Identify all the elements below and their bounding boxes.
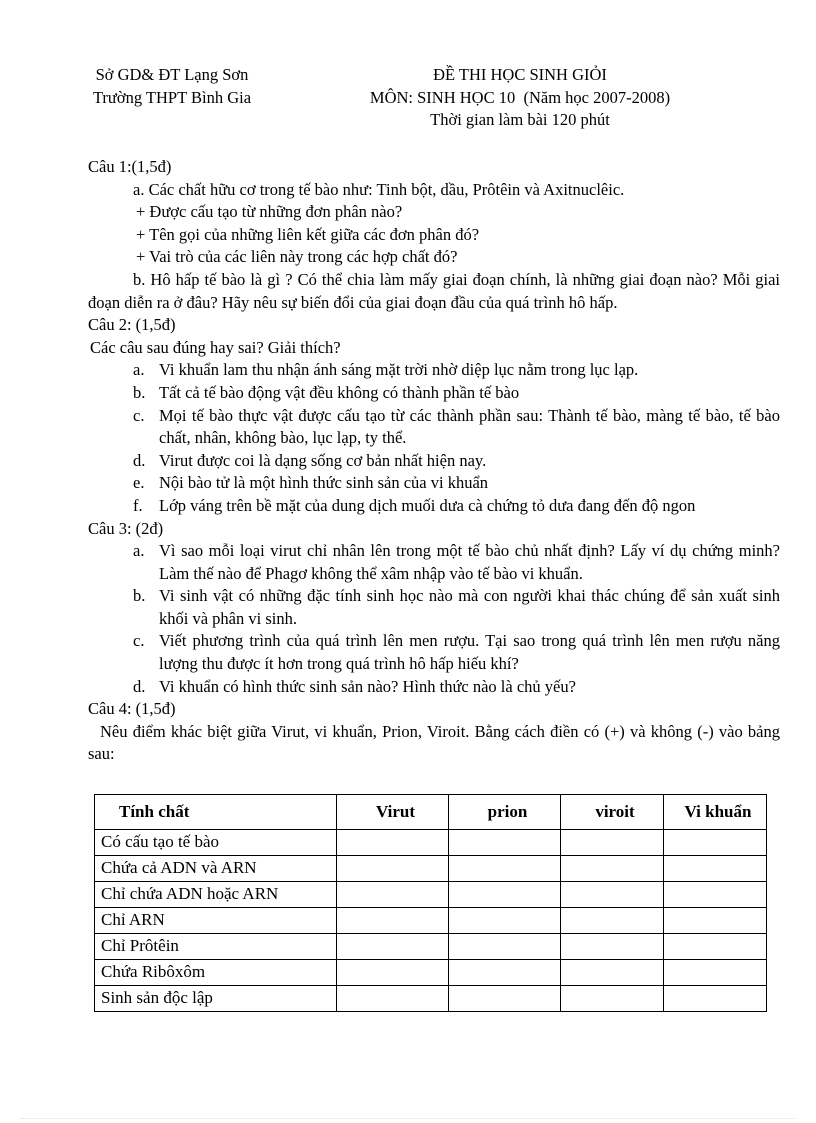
table-row — [95, 934, 767, 960]
table-header-property: Tính chất — [95, 795, 337, 830]
list-item: a. Vi khuẩn lam thu nhận ánh sáng mặt trời nhờ diệp lục nằm trong lục lạp. — [133, 360, 639, 380]
answer-cell[interactable] — [664, 856, 767, 882]
list-item: b. Vi sinh vật có những đặc tính sinh học nào mà con người khai thác chúng để sản xuất sinh khối và phân vi sinh. — [133, 586, 780, 628]
answer-cell[interactable] — [664, 908, 767, 934]
answer-cell[interactable] — [337, 830, 449, 856]
school-name: Trường THPT Bình Gia — [92, 87, 252, 107]
table-row-label: Chứa cả ADN và ARN — [95, 856, 337, 882]
answer-cell[interactable] — [449, 856, 561, 882]
comparison-table — [94, 794, 767, 1012]
question-2-list — [88, 359, 780, 517]
answer-cell[interactable] — [449, 986, 561, 1012]
exam-duration: Thời gian làm bài 120 phút — [430, 110, 610, 130]
table-header-prion: prion — [449, 795, 561, 830]
answer-cell[interactable] — [337, 882, 449, 908]
header-organization — [52, 64, 292, 109]
question-3-title: Câu 3: (2đ) — [88, 518, 164, 538]
header-exam-info — [330, 64, 710, 132]
answer-cell[interactable] — [561, 830, 664, 856]
table-header-row — [95, 795, 767, 830]
question-1-part-b: b. Hô hấp tế bào là gì ? Có thể chia làm mấy giai đoạn chính, là những giai đoạn nào? Mỗi giai đoạn diễn ra ở đâu? Hãy nêu sự biến đổi của giai đoạn đầu của quá trình hô hấp. — [88, 269, 780, 312]
answer-cell[interactable] — [449, 882, 561, 908]
table-row — [95, 882, 767, 908]
table-row-label: Chứa Ribôxôm — [95, 960, 337, 986]
table-header-viroit: viroit — [561, 795, 664, 830]
list-item: b. Tất cả tế bào động vật đều không có thành phần tế bào — [133, 382, 520, 402]
question-1-part-a-sub-1: + Được cấu tạo từ những đơn phân nào? — [136, 202, 403, 222]
list-item: d. Virut được coi là dạng sống cơ bản nhất hiện nay. — [133, 450, 487, 470]
list-item: e. Nội bào tử là một hình thức sinh sản của vi khuẩn — [133, 473, 489, 493]
answer-cell[interactable] — [664, 882, 767, 908]
list-item: c. Mọi tế bào thực vật được cấu tạo từ các thành phần sau: Thành tế bào, màng tế bào, tế bào chất, nhân, không bào, lục lạp, ty thể. — [133, 405, 780, 448]
question-1-part-a-sub-2: + Tên gọi của những liên kết giữa các đơn phân đó? — [136, 224, 480, 244]
table-row-label: Sinh sản độc lập — [95, 986, 337, 1012]
question-2 — [88, 314, 780, 517]
answer-cell[interactable] — [561, 908, 664, 934]
answer-cell[interactable] — [449, 934, 561, 960]
question-3 — [88, 518, 780, 699]
question-1-part-a: a. Các chất hữu cơ trong tế bào như: Tinh bột, dầu, Prôtêin và Axitnuclêic. — [133, 179, 625, 199]
answer-cell[interactable] — [664, 986, 767, 1012]
page-bottom-divider — [20, 1118, 796, 1119]
question-1-part-a-sub-3: + Vai trò của các liên này trong các hợp chất đó? — [136, 247, 458, 267]
question-1 — [88, 156, 780, 314]
answer-cell[interactable] — [561, 960, 664, 986]
list-item: c. Viết phương trình của quá trình lên men rượu. Tại sao trong quá trình lên men rượu năng lượng thu được ít hơn trong quá trình hô hấp hiếu khí? — [133, 631, 780, 674]
question-2-intro: Các câu sau đúng hay sai? Giải thích? — [90, 337, 341, 357]
answer-cell[interactable] — [449, 908, 561, 934]
answer-cell[interactable] — [561, 986, 664, 1012]
question-1-title: Câu 1:(1,5đ) — [88, 157, 172, 176]
table-header-virut: Virut — [337, 795, 449, 830]
answer-cell[interactable] — [664, 960, 767, 986]
exam-subject: MÔN: SINH HỌC 10 (Năm học 2007-2008) — [369, 87, 671, 107]
table-row — [95, 960, 767, 986]
exam-title: ĐỀ THI HỌC SINH GIỎI — [433, 65, 607, 84]
answer-cell[interactable] — [337, 856, 449, 882]
question-4-intro: Nêu điểm khác biệt giữa Virut, vi khuẩn, Prion, Viroit. Bằng cách điền có (+) và không (-) vào bảng sau: — [88, 721, 780, 764]
answer-cell[interactable] — [337, 986, 449, 1012]
question-4 — [88, 698, 780, 766]
list-item: f. Lớp váng trên bề mặt của dung dịch muối dưa cà chứng tỏ dưa đang đến độ ngon — [133, 495, 696, 515]
department-name: Sở GD& ĐT Lạng Sơn — [95, 65, 249, 84]
table-row-label: Chỉ chứa ADN hoặc ARN — [95, 882, 337, 908]
list-item: a. Vì sao mỗi loại virut chỉ nhân lên trong một tế bào chủ nhất định? Lấy ví dụ chứng minh?Làm thế nào để Phagơ không thể xâm nhập vào tế bào vi khuẩn. — [133, 541, 780, 583]
question-2-title: Câu 2: (1,5đ) — [88, 315, 176, 335]
answer-cell[interactable] — [664, 934, 767, 960]
list-item: d. Vi khuẩn có hình thức sinh sản nào? Hình thức nào là chủ yếu? — [133, 676, 576, 696]
answer-cell[interactable] — [449, 960, 561, 986]
table-row-label: Chỉ Prôtêin — [95, 934, 337, 960]
exam-body — [88, 156, 780, 766]
table-row — [95, 830, 767, 856]
table-row — [95, 856, 767, 882]
answer-cell[interactable] — [337, 908, 449, 934]
answer-cell[interactable] — [337, 934, 449, 960]
question-4-title: Câu 4: (1,5đ) — [88, 699, 176, 719]
answer-cell[interactable] — [561, 882, 664, 908]
table-row — [95, 908, 767, 934]
table-row — [95, 986, 767, 1012]
table-row-label: Có cấu tạo tế bào — [95, 830, 337, 856]
answer-cell[interactable] — [561, 856, 664, 882]
question-3-list — [88, 540, 780, 698]
answer-cell[interactable] — [449, 830, 561, 856]
answer-cell[interactable] — [561, 934, 664, 960]
answer-cell[interactable] — [664, 830, 767, 856]
table-header-vi-khuan: Vi khuẩn — [664, 795, 767, 830]
table-row-label: Chỉ ARN — [95, 908, 337, 934]
answer-cell[interactable] — [337, 960, 449, 986]
